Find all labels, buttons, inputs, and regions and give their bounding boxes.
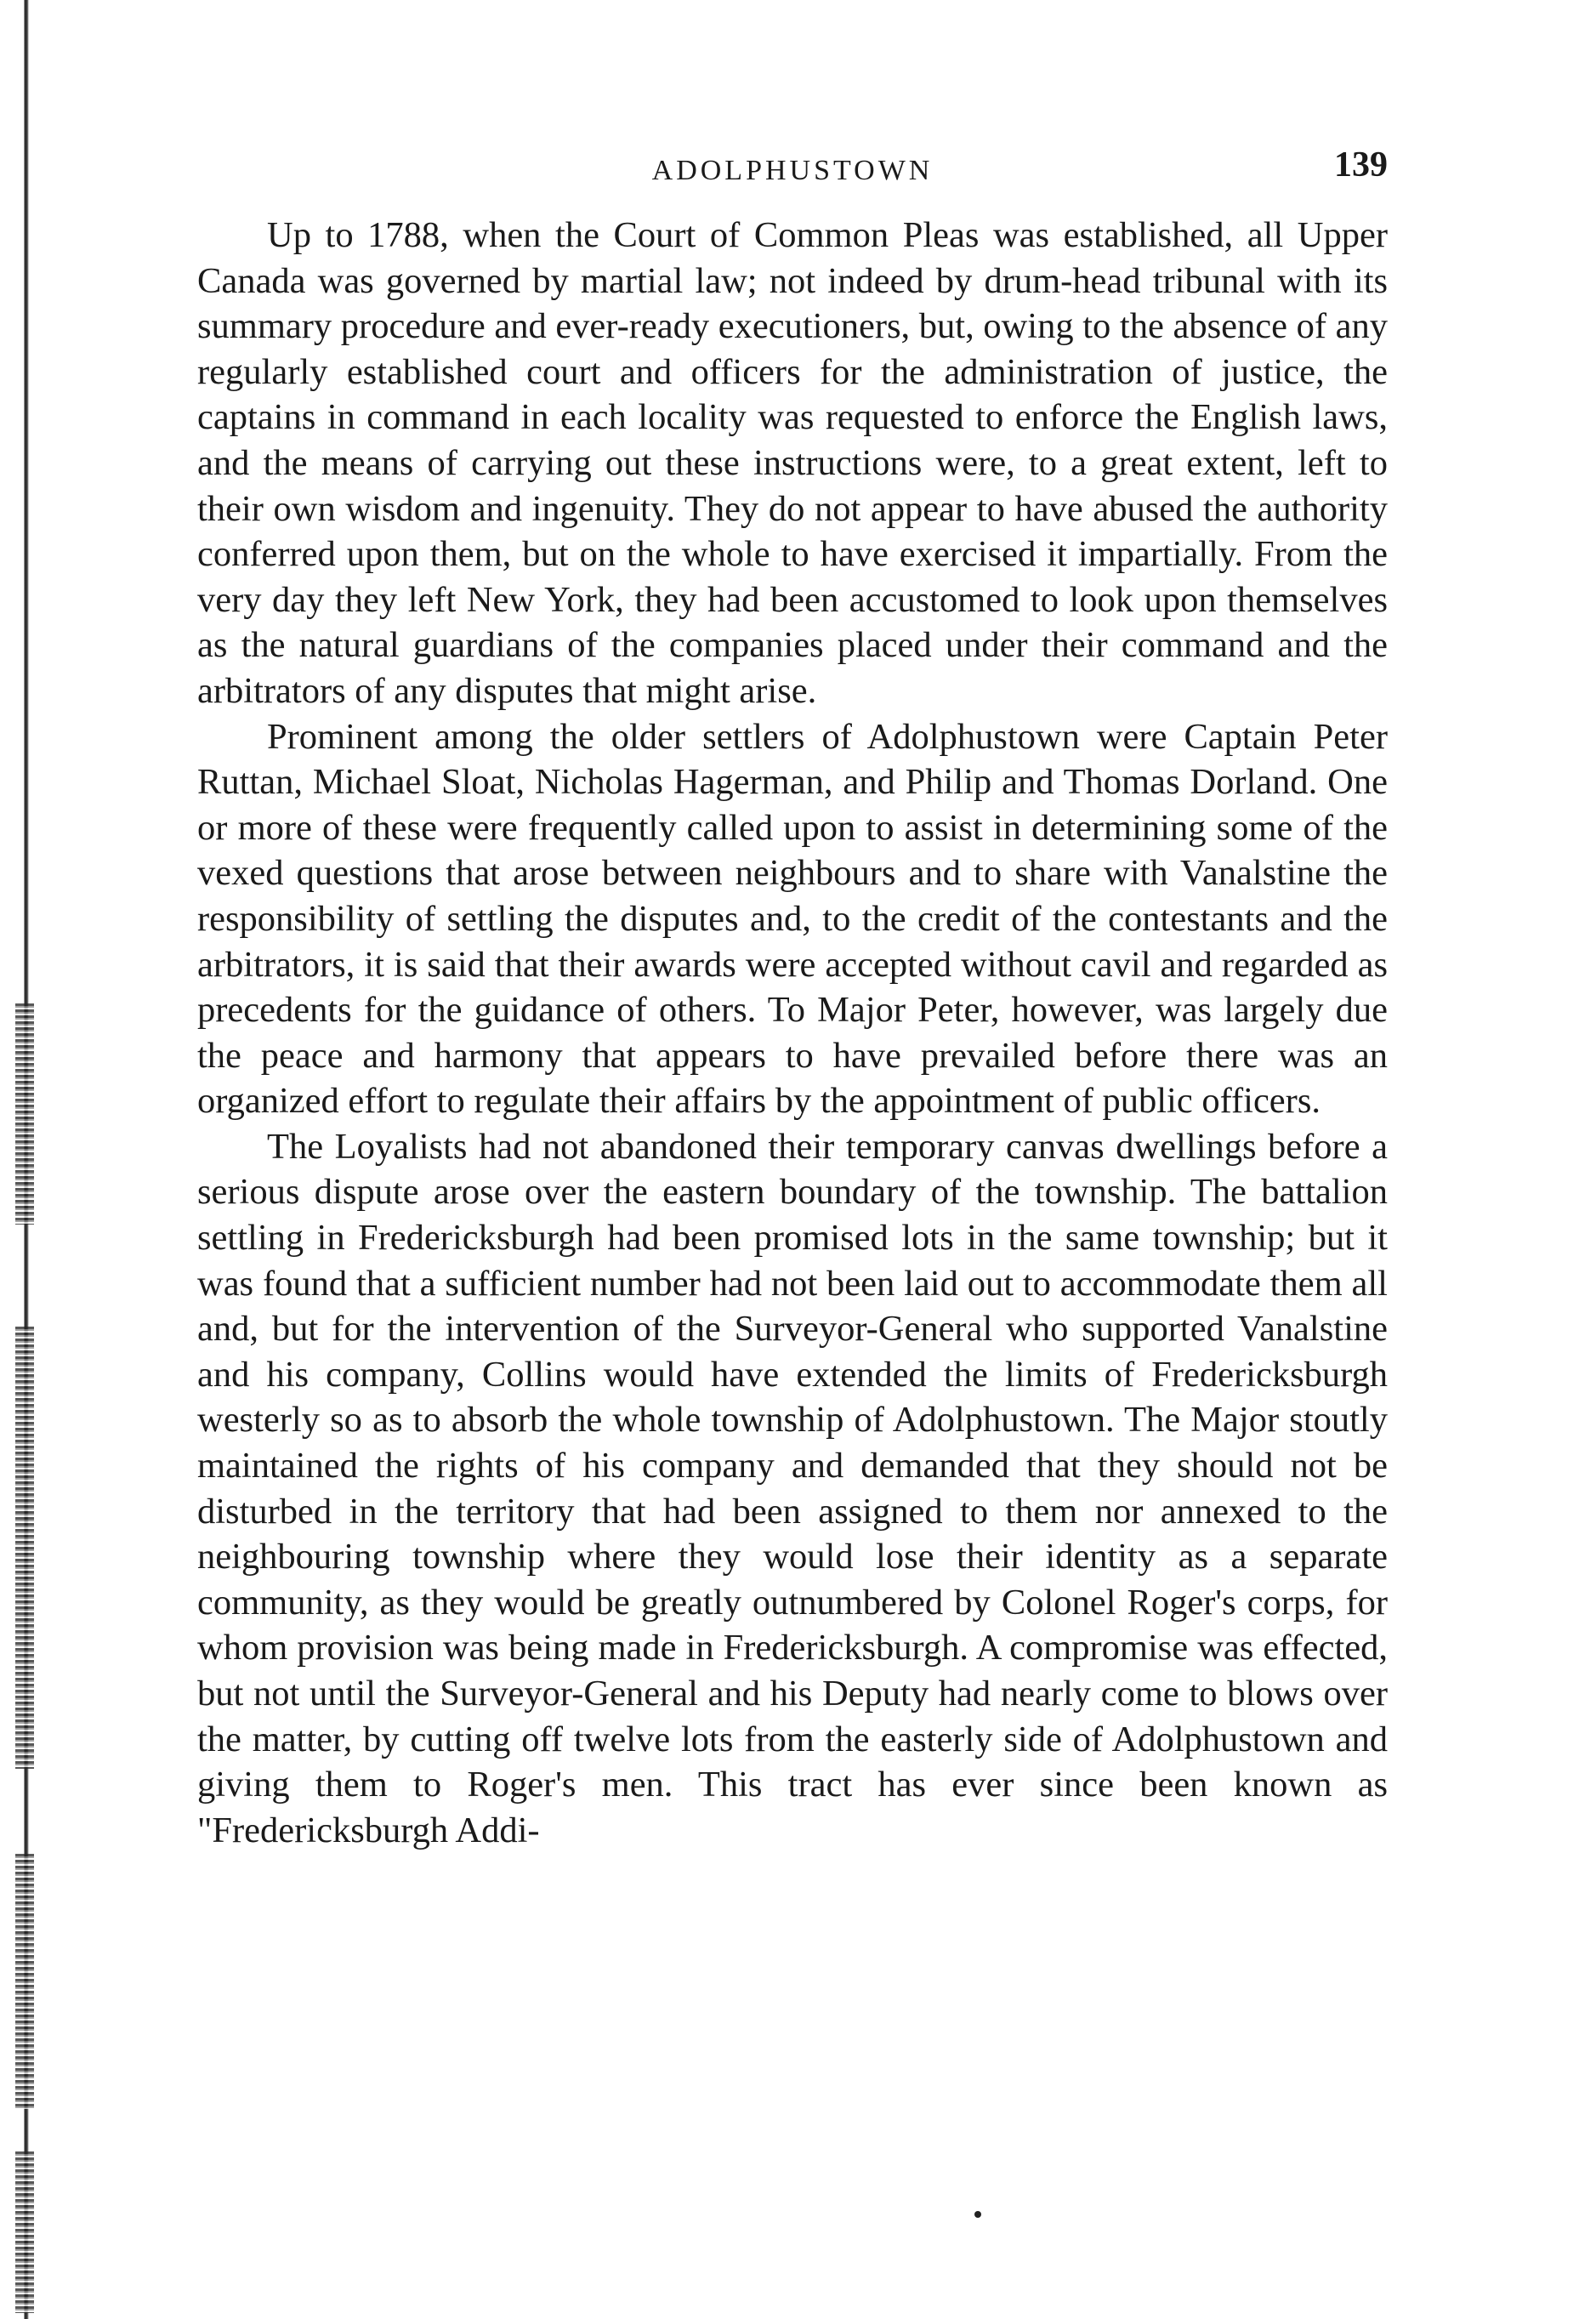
scan-edge-noise bbox=[15, 2151, 34, 2313]
paragraph-3: The Loyalists had not abandoned their temporary canvas dwellings before a serious dispute arose over the eastern boundary of the township. The battalion settling in Fredericksburgh had been promised lots in the same township; but it was found that a sufficient number had not been laid out to accommodate them all and, but for the intervention of the Surveyor-General who supported Vanalstine and his company, Collins would have extended the limits of Fredericksburgh westerly so as to absorb the whole township of Adolphustown. The Major stoutly maintained the rights of his company and demanded that they should not be disturbed in the territory that had been assigned to them nor annexed to the neighbouring township where they would lose their identity as a separate community, as they would be greatly outnumbered by Colonel Roger's corps, for whom provision was being made in Fredericksburgh. A compromise was effected, but not until the Surveyor-General and his Deputy had nearly come to blows over the matter, by cutting off twelve lots from the easterly side of Adolphustown and giving them to Roger's men. This tract has ever since been known as "Fredericksburgh Addi- bbox=[197, 1126, 1388, 1850]
chapter-title: ADOLPHUSTOWN bbox=[651, 155, 934, 186]
stray-mark bbox=[974, 2211, 981, 2218]
running-head bbox=[197, 145, 1388, 196]
scan-edge-noise bbox=[15, 1327, 34, 1769]
paragraph-2: Prominent among the older settlers of Adolphustown were Captain Peter Ruttan, Michael Sloat, Nicholas Hagerman, and Philip and Thomas Dorland. One or more of these were frequently called upon to assist in determining some of the vexed questions that arose between neighbours and to share with Vanalstine the responsibility of settling the disputes and, to the credit of the contestants and the arbitrators, it is said that their awards were accepted without cavil and regarded as precedents for the guidance of others. To Major Peter, however, was largely due the peace and harmony that appears to have prevailed before there was an organized effort to regulate their affairs by the appointment of public officers. bbox=[197, 716, 1388, 1122]
body-text bbox=[197, 213, 1388, 1853]
book-page bbox=[197, 145, 1388, 1853]
paragraph-1: Up to 1788, when the Court of Common Pleas was established, all Upper Canada was governed by martial law; not indeed by drum-head tribunal with its summary procedure and ever-ready executioners, but, owing to the absence of any regularly established court and officers for the administration of justice, the captains in command in each locality was requested to enforce the English laws, and the means of carrying out these instructions were, to a great extent, left to their own wisdom and ingenuity. They do not appear to have abused the authority conferred upon them, but on the whole to have exercised it impartially. From the very day they left New York, they had been accustomed to look upon themselves as the natural guardians of the companies placed under their command and the arbitrators of any disputes that might arise. bbox=[197, 215, 1388, 711]
page-number: 139 bbox=[1334, 145, 1388, 185]
scan-edge-noise bbox=[15, 1854, 34, 2109]
scan-edge-noise bbox=[15, 1003, 34, 1225]
